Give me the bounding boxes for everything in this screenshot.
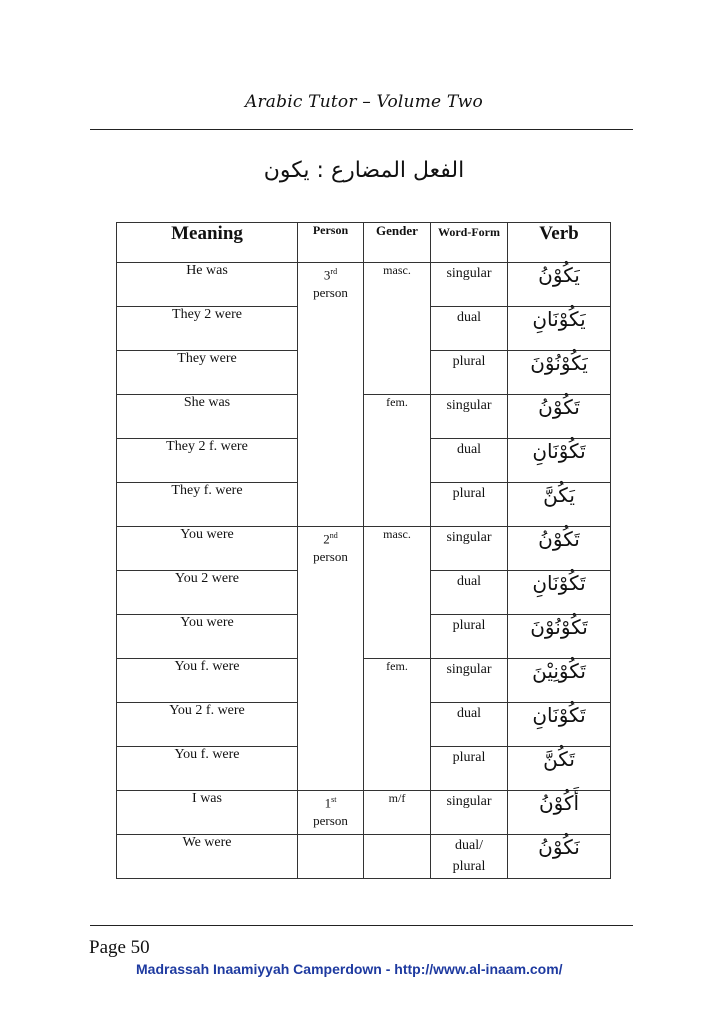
table-row	[117, 659, 611, 703]
person-number: 2	[323, 531, 330, 547]
gender-cell	[364, 351, 431, 395]
footer-divider	[90, 925, 633, 926]
person-cell	[298, 395, 364, 439]
word-form-line-1: dual/	[455, 838, 483, 853]
table-row	[117, 527, 611, 571]
word-form-cell: singular	[431, 791, 508, 835]
meaning-cell: You 2 f. were	[117, 703, 298, 747]
gender-cell: masc.	[364, 527, 431, 571]
verb-cell: تَكُوْنَانِ	[508, 571, 611, 615]
meaning-cell: You f. were	[117, 659, 298, 703]
verb-cell: تَكُنَّ	[508, 747, 611, 791]
table-row	[117, 571, 611, 615]
word-form-cell: plural	[431, 615, 508, 659]
gender-cell	[364, 703, 431, 747]
word-form-cell: singular	[431, 527, 508, 571]
table-row	[117, 395, 611, 439]
verb-cell: نَكُوْنُ	[508, 835, 611, 879]
header-word-form: Word-Form	[431, 223, 508, 263]
verb-cell: يَكُوْنُوْنَ	[508, 351, 611, 395]
gender-cell: fem.	[364, 395, 431, 439]
person-number: 3	[323, 267, 331, 283]
person-word: person	[313, 285, 348, 301]
verb-cell: يَكُوْنَانِ	[508, 307, 611, 351]
person-cell	[298, 483, 364, 527]
gender-cell: masc.	[364, 263, 431, 307]
person-cell	[298, 835, 364, 879]
gender-cell	[364, 439, 431, 483]
header-gender: Gender	[364, 223, 431, 263]
person-word: person	[313, 549, 348, 565]
gender-cell	[364, 615, 431, 659]
arabic-section-title: الفعل المضارع : يكون	[263, 158, 465, 183]
table-row	[117, 483, 611, 527]
table-row	[117, 263, 611, 307]
person-cell	[298, 307, 364, 351]
gender-cell	[364, 747, 431, 791]
gender-cell	[364, 835, 431, 879]
person-cell	[298, 659, 364, 703]
header-verb: Verb	[508, 223, 611, 263]
verb-cell: يَكُنَّ	[508, 483, 611, 527]
gender-cell	[364, 571, 431, 615]
table-row	[117, 615, 611, 659]
gender-cell: fem.	[364, 659, 431, 703]
verb-cell: يَكُوْنُ	[508, 263, 611, 307]
table-header-row	[117, 223, 611, 263]
verb-cell: تَكُوْنِيْنَ	[508, 659, 611, 703]
meaning-cell: You 2 were	[117, 571, 298, 615]
word-form-cell: singular	[431, 395, 508, 439]
meaning-cell: They 2 f. were	[117, 439, 298, 483]
person-cell	[298, 351, 364, 395]
person-word: person	[313, 813, 348, 829]
conjugation-table	[116, 222, 611, 879]
header-divider	[90, 129, 633, 130]
verb-cell: أَكُوْنُ	[508, 791, 611, 835]
verb-cell: تَكُوْنُوْنَ	[508, 615, 611, 659]
meaning-cell: You were	[117, 615, 298, 659]
table-row	[117, 439, 611, 483]
table-row	[117, 835, 611, 879]
meaning-cell: They 2 were	[117, 307, 298, 351]
meaning-cell: I was	[117, 791, 298, 835]
gender-cell: m/f	[364, 791, 431, 835]
verb-cell: تَكُوْنَانِ	[508, 703, 611, 747]
word-form-cell: singular	[431, 659, 508, 703]
person-cell	[298, 703, 364, 747]
word-form-line-2: plural	[452, 859, 486, 874]
gender-cell	[364, 307, 431, 351]
person-cell	[298, 263, 364, 307]
verb-cell: تَكُوْنَانِ	[508, 439, 611, 483]
table-row	[117, 703, 611, 747]
table-row	[117, 747, 611, 791]
person-cell	[298, 439, 364, 483]
meaning-cell: He was	[117, 263, 298, 307]
document-header-title: Arabic Tutor – Volume Two	[244, 92, 483, 112]
person-cell	[298, 527, 364, 571]
person-cell	[298, 615, 364, 659]
person-cell	[298, 791, 364, 835]
header-person: Person	[298, 223, 364, 263]
meaning-cell: They f. were	[117, 483, 298, 527]
page-number: Page 50	[89, 937, 150, 958]
meaning-cell: You were	[117, 527, 298, 571]
meaning-cell: She was	[117, 395, 298, 439]
word-form-cell: dual	[431, 307, 508, 351]
header-meaning: Meaning	[117, 223, 298, 263]
footer-website-link[interactable]: Madrassah Inaamiyyah Camperdown - http://www.al-inaam.com/	[136, 961, 563, 977]
verb-cell: تَكُوْنُ	[508, 395, 611, 439]
meaning-cell: You f. were	[117, 747, 298, 791]
word-form-cell: dual	[431, 703, 508, 747]
meaning-cell: They were	[117, 351, 298, 395]
table-row	[117, 351, 611, 395]
meaning-cell: We were	[117, 835, 298, 879]
word-form-cell: dual	[431, 571, 508, 615]
word-form-cell: dual	[431, 439, 508, 483]
person-ordinal-suffix: rd	[330, 267, 338, 276]
person-number: 1	[324, 795, 332, 811]
person-ordinal-suffix: st	[331, 795, 337, 804]
word-form-cell: plural	[431, 483, 508, 527]
verb-cell: تَكُوْنُ	[508, 527, 611, 571]
table-row	[117, 791, 611, 835]
word-form-cell: singular	[431, 263, 508, 307]
word-form-cell: plural	[431, 747, 508, 791]
person-ordinal-suffix: nd	[329, 531, 338, 540]
word-form-cell: plural	[431, 351, 508, 395]
person-cell	[298, 571, 364, 615]
word-form-cell	[431, 835, 508, 879]
gender-cell	[364, 483, 431, 527]
person-cell	[298, 747, 364, 791]
table-row	[117, 307, 611, 351]
